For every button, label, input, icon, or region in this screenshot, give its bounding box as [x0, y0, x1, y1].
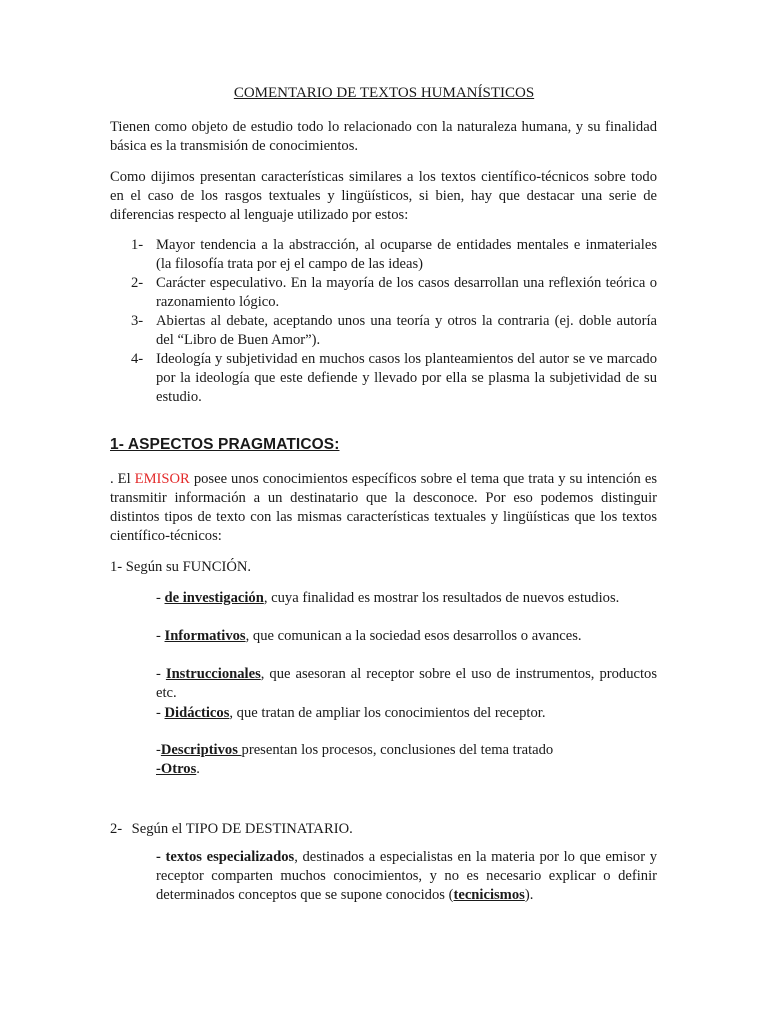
tipo-text: Según el TIPO DE DESTINATARIO. [131, 821, 353, 837]
intro-paragraph-2: Como dijimos presentan características similares a los textos científico-técnicos sobre todo en el caso de los rasgos textuales y lingüísticos, si bien, hay que destacar una serie de diferencias respecto al lenguaje utilizado por estos: [110, 169, 657, 223]
item-dash: - [156, 590, 165, 606]
funcion-item [156, 627, 657, 646]
emisor-text: posee unos conocimientos específicos sobre el tema que trata y su intención es transmitir información a un destinatario que la desconoce. Por eso podemos distinguir distintos tipos de texto con las mismas características textuales y lingüísticas que los textos científico-técnicos: [110, 471, 657, 544]
list-text: Abiertas al debate, aceptando unos una teoría y otros la contraria (ej. doble autoría del “Libro de Buen Amor”). [156, 313, 657, 348]
tecnicismos-term: tecnicismos [453, 887, 525, 903]
list-text: Ideología y subjetividad en muchos casos los planteamientos del autor se ve marcado por la ideología que este defiende y llevado por ella se plasma la subjetividad de su estudio. [156, 351, 657, 405]
funcion-item-descriptivos [156, 741, 657, 760]
document-title: COMENTARIO DE TEXTOS HUMANÍSTICOS [233, 85, 535, 101]
list-text: Carácter especulativo. En la mayoría de los casos desarrollan una reflexión teórica o razonamiento lógico. [156, 275, 657, 310]
list-item [110, 236, 657, 274]
list-item [110, 274, 657, 312]
item-term: -Otros [156, 761, 197, 777]
item-text: , cuya finalidad es mostrar los resultados de nuevos estudios. [263, 590, 620, 606]
item-text: presentan los procesos, conclusiones del tema tratado [241, 742, 554, 758]
item-text: . [196, 761, 200, 777]
funcion-heading: 1- Según su FUNCIÓN. [110, 559, 252, 575]
list-text: Mayor tendencia a la abstracción, al ocuparse de entidades mentales e inmateriales (la filosofía trata por ej el campo de las ideas) [156, 237, 657, 272]
item-dash: - [156, 705, 165, 721]
item-term: de investigación [164, 590, 264, 606]
list-number: 2- [131, 275, 144, 291]
tipo-destinatario-heading [110, 820, 353, 839]
item-text: , que tratan de ampliar los conocimientos del receptor. [229, 705, 546, 721]
tipo-number: 2- [110, 821, 123, 837]
list-number: 1- [131, 237, 144, 253]
emisor-highlight: EMISOR [134, 471, 190, 487]
list-item [110, 312, 657, 350]
item-term: Informativos [164, 628, 246, 644]
funcion-item-otros [156, 760, 657, 779]
emisor-prefix: . El [110, 471, 135, 487]
item-term: - textos especializados [156, 849, 295, 865]
item-term: Didácticos [164, 705, 230, 721]
item-dash: - [156, 742, 161, 758]
item-text: , destinados a especialistas en la materia por lo que emisor y receptor comparten muchos conocimientos, y no es necesario explicar o definir determinados conceptos que se supone conocidos ( [156, 849, 658, 903]
funcion-item [156, 704, 657, 723]
list-number: 4- [131, 351, 144, 367]
item-end: ). [524, 887, 534, 903]
intro-paragraph-1: Tienen como objeto de estudio todo lo relacionado con la naturaleza humana, y su finalidad básica es la transmisión de conocimientos. [110, 119, 657, 154]
list-item [110, 350, 657, 407]
funcion-item [156, 589, 657, 608]
item-dash: - [156, 666, 166, 682]
especializados-paragraph [156, 848, 657, 905]
item-text: , que comunican a la sociedad esos desarrollos o avances. [245, 628, 582, 644]
funcion-item [156, 665, 657, 703]
item-text: , que asesoran al receptor sobre el uso de instrumentos, productos etc. [156, 666, 658, 701]
item-term: Instruccionales [165, 666, 261, 682]
emisor-paragraph [110, 470, 657, 546]
list-number: 3- [131, 313, 144, 329]
item-term: Descriptivos [160, 742, 242, 758]
differences-list [110, 236, 657, 407]
item-dash: - [156, 628, 165, 644]
section-heading-pragmaticos: 1- ASPECTOS PRAGMATICOS: [110, 436, 340, 453]
